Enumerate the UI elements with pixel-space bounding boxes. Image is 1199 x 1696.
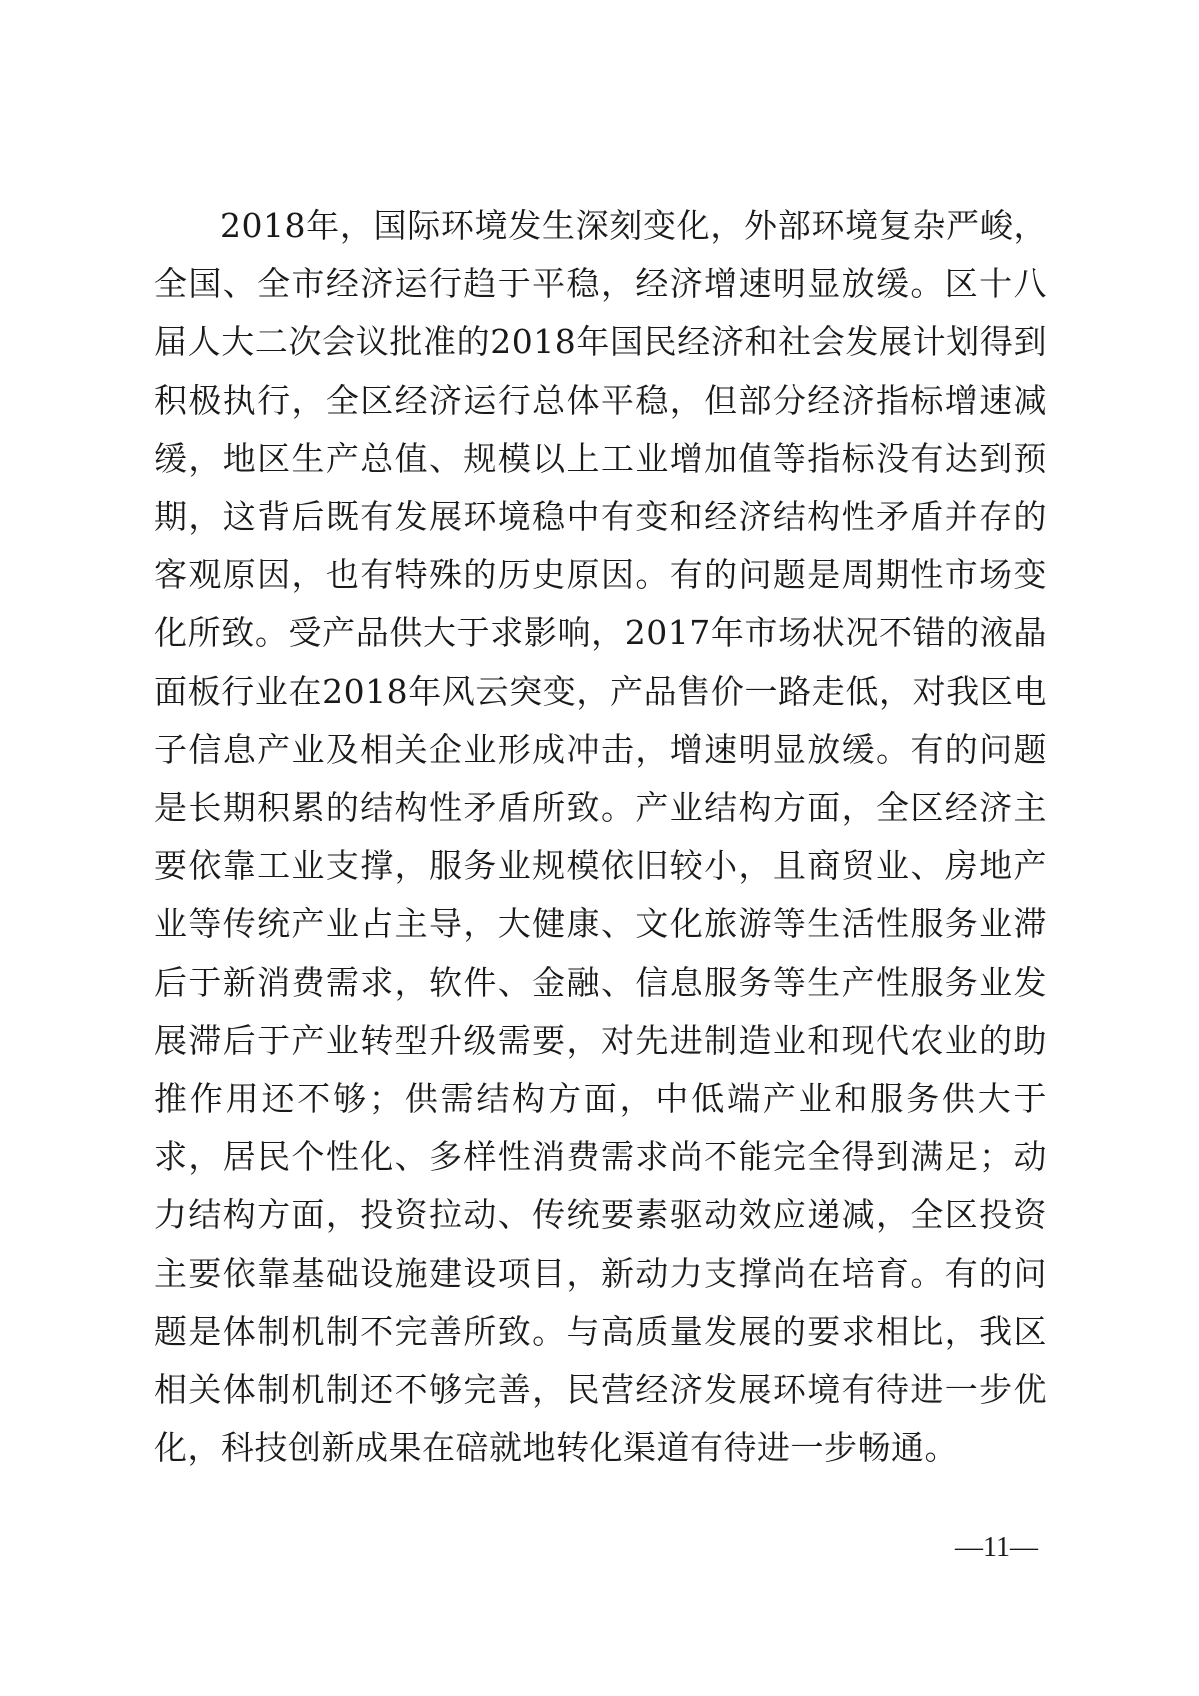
body-paragraph: 2018年，国际环境发生深刻变化，外部环境复杂严峻，全国、全市经济运行趋于平稳，经济增速明显放缓。区十八届人大二次会议批准的2018年国民经济和社会发展计划得到积极执行，全区经济运行总体平稳，但部分经济指标增速减缓，地区生产总值、规模以上工业增加值等指标没有达到预期，这背后既有发展环境稳中有变和经济结构性矛盾并存的客观原因，也有特殊的历史原因。有的问题是周期性市场变化所致。受产品供大于求影响，2017年市场状况不错的液晶面板行业在2018年风云突变，产品售价一路走低，对我区电子信息产业及相关企业形成冲击，增速明显放缓。有的问题是长期积累的结构性矛盾所致。产业结构方面，全区经济主要依靠工业支撑，服务业规模依旧较小，且商贸业、房地产业等传统产业占主导，大健康、文化旅游等生活性服务业滞后于新消费需求，软件、金融、信息服务等生产性服务业发展滞后于产业转型升级需要，对先进制造业和现代农业的助推作用还不够；供需结构方面，中低端产业和服务供大于求，居民个性化、多样性消费需求尚不能完全得到满足；动力结构方面，投资拉动、传统要素驱动效应递减，全区投资主要依靠基础设施建设项目，新动力支撑尚在培育。有的问题是体制机制不完善所致。与高质量发展的要求相比，我区相关体制机制还不够完善，民营经济发展环境有待进一步优化，科技创新成果在碚就地转化渠道有待进一步畅通。 xyxy=(154,206,1047,1468)
page-number: —11— xyxy=(955,1532,1038,1563)
